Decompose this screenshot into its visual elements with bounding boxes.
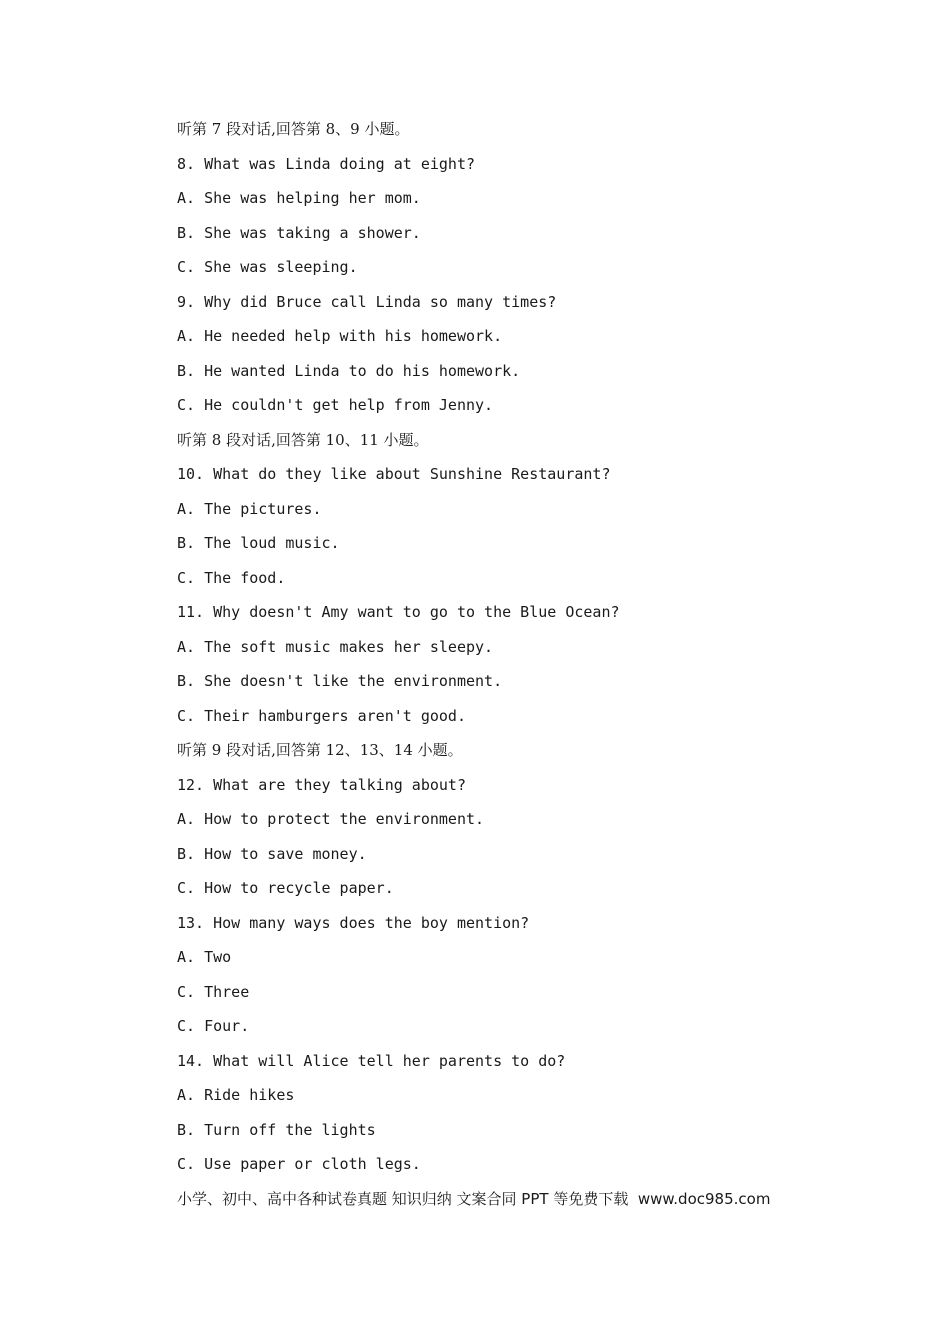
answer-option: C. Their hamburgers aren't good.	[177, 706, 466, 725]
answer-option: B. She was taking a shower.	[177, 223, 421, 242]
answer-option: B. How to save money.	[177, 844, 367, 863]
question-text: 14. What will Alice tell her parents to do?	[177, 1051, 566, 1070]
answer-option: C. Four.	[177, 1017, 250, 1035]
answer-option: C. He couldn't get help from Jenny.	[177, 396, 494, 414]
footer-watermark: 小学、初中、高中各种试卷真题 知识归纳 文案合同 PPT 等免费下载 www.doc985.com	[177, 1190, 771, 1208]
answer-option: A. The soft music makes her sleepy.	[177, 637, 494, 656]
answer-option: C. Three	[177, 982, 250, 1001]
answer-option: C. Use paper or cloth legs.	[177, 1155, 421, 1173]
question-text: 9. Why did Bruce call Linda so many times?	[177, 292, 557, 311]
section-heading: 听第 8 段对话,回答第 10、11 小题。	[177, 430, 429, 449]
answer-option: C. She was sleeping.	[177, 258, 358, 276]
answer-option: A. The pictures.	[177, 499, 322, 518]
section-heading: 听第 7 段对话,回答第 8、9 小题。	[177, 120, 410, 138]
question-text: 11. Why doesn't Amy want to go to the Blue Ocean?	[177, 603, 620, 621]
question-text: 8. What was Linda doing at eight?	[177, 154, 476, 173]
answer-option: A. How to protect the environment.	[177, 810, 485, 828]
answer-option: A. She was helping her mom.	[177, 189, 421, 207]
document-body	[177, 112, 877, 1182]
question-text: 13. How many ways does the boy mention?	[177, 913, 530, 932]
answer-option: A. Two	[177, 948, 232, 966]
question-text: 10. What do they like about Sunshine Restaurant?	[177, 465, 611, 483]
answer-option: B. Turn off the lights	[177, 1120, 376, 1139]
answer-option: B. She doesn't like the environment.	[177, 672, 503, 690]
question-text: 12. What are they talking about?	[177, 775, 466, 794]
answer-option: C. The food.	[177, 568, 286, 587]
answer-option: C. How to recycle paper.	[177, 879, 394, 897]
answer-option: B. The loud music.	[177, 534, 340, 552]
answer-option: A. He needed help with his homework.	[177, 327, 503, 345]
answer-option: A. Ride hikes	[177, 1086, 295, 1104]
section-heading: 听第 9 段对话,回答第 12、13、14 小题。	[177, 741, 463, 759]
answer-option: B. He wanted Linda to do his homework.	[177, 361, 521, 380]
